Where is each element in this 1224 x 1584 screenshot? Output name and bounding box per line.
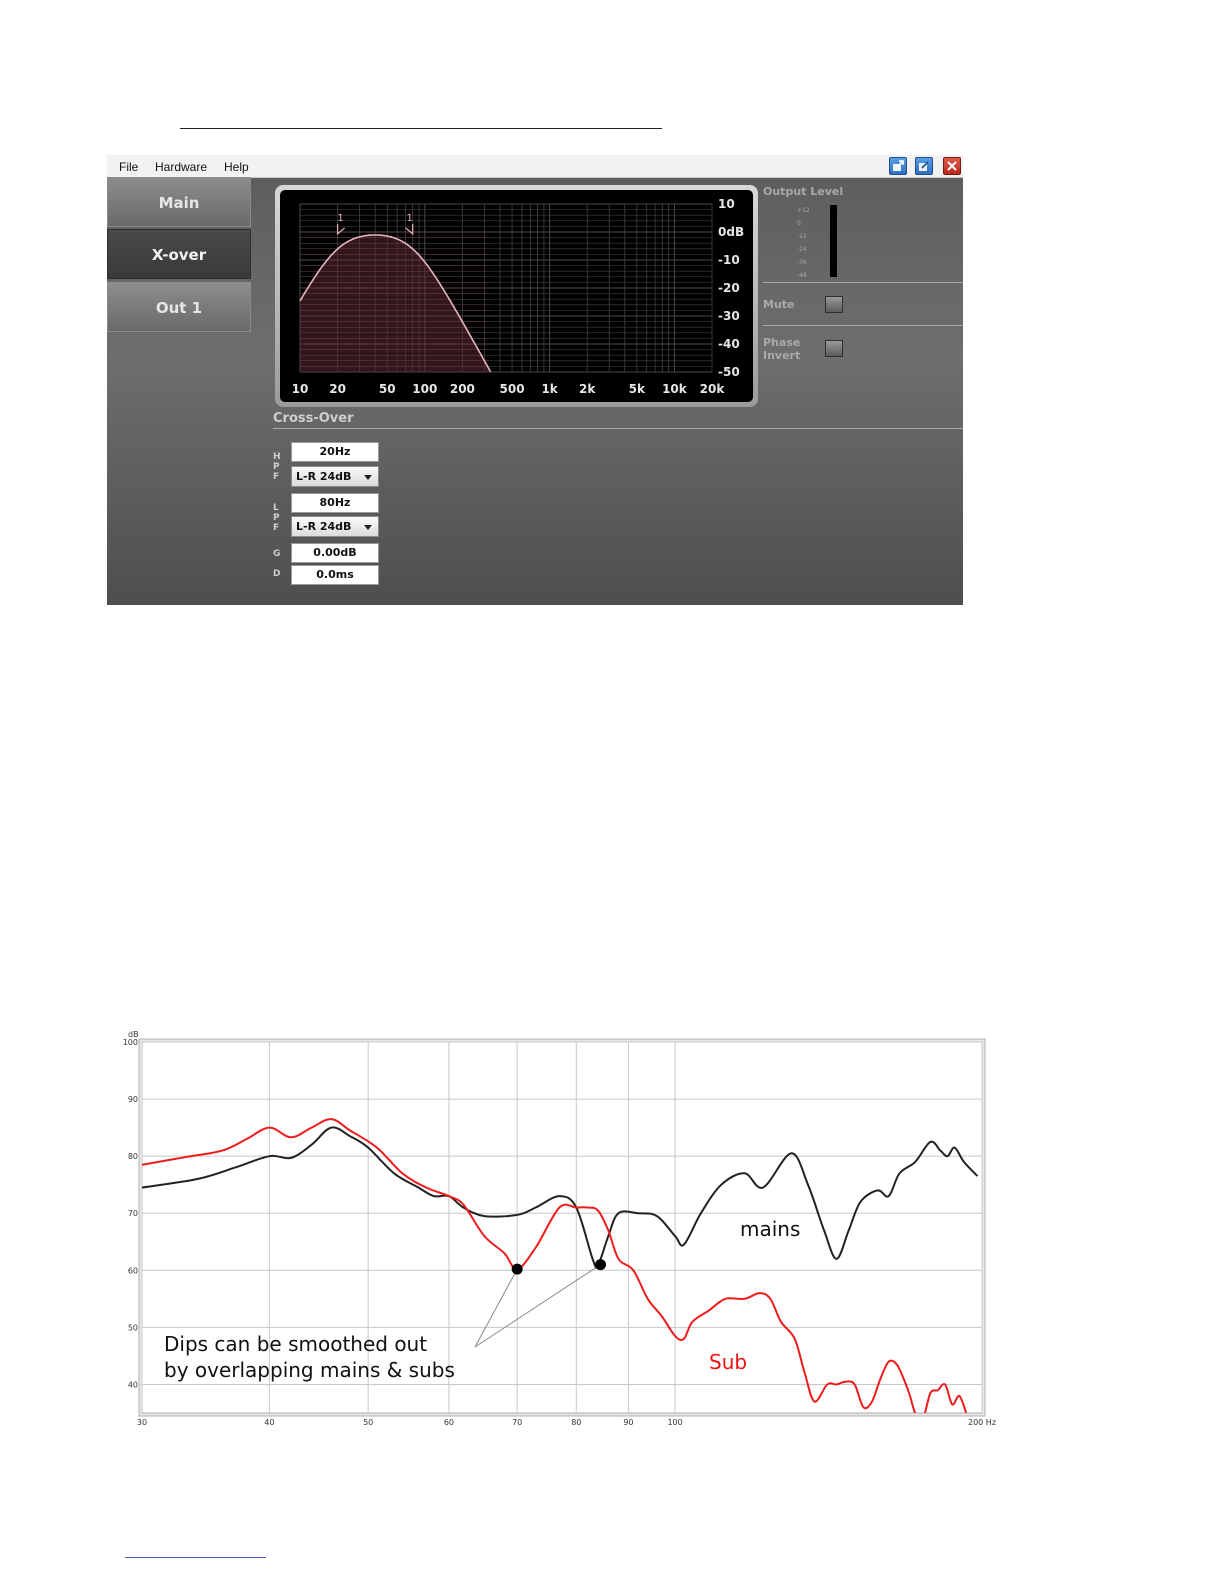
nav-main[interactable]: Main — [107, 177, 251, 227]
invert-label: Invert — [763, 349, 801, 362]
sub-label: Sub — [709, 1350, 748, 1374]
meter-tick-label: -12 — [797, 233, 807, 240]
menu-file[interactable]: File — [119, 160, 139, 174]
divider — [273, 428, 963, 429]
x-tick-label: 100 — [412, 382, 438, 396]
y-tick-label: -40 — [718, 337, 740, 351]
x-tick-label: 1k — [541, 382, 558, 396]
y-tick-label: 40 — [127, 1380, 138, 1390]
x-tick-label: 200 — [449, 382, 475, 396]
dip-point — [595, 1259, 606, 1270]
y-tick-label: -50 — [718, 365, 740, 379]
gain-field[interactable]: 0.00dB — [291, 543, 379, 563]
chevron-down-icon — [364, 475, 372, 480]
x-tick-label: 10 — [291, 382, 309, 396]
heading-underline — [180, 128, 662, 129]
dsp-app-window — [107, 155, 963, 605]
y-tick-label: 50 — [127, 1323, 138, 1333]
x-tick-label: 20k — [699, 382, 725, 396]
meter-tick-label: -48 — [797, 272, 807, 279]
nav-x-over[interactable]: X-over — [107, 229, 251, 279]
y-tick-label: 100 — [122, 1038, 138, 1047]
meter-tick-label: +12 — [797, 207, 810, 214]
x-tick-label: 2k — [579, 382, 596, 396]
delay-label: D — [273, 569, 281, 579]
hpf-label: H P F — [273, 452, 281, 482]
x-tick-label: 70 — [512, 1418, 523, 1427]
menu-help[interactable]: Help — [224, 160, 249, 174]
y-tick-label: -20 — [718, 281, 740, 295]
x-tick-label: 40 — [264, 1418, 275, 1427]
x-tick-label: 100 — [667, 1418, 683, 1427]
measurement-chart — [100, 1025, 1020, 1435]
chevron-down-icon — [364, 525, 372, 530]
x-tick-label: 50 — [363, 1418, 374, 1427]
annotation-line-1: Dips can be smoothed out — [164, 1332, 428, 1356]
output-level-label: Output Level — [763, 185, 844, 198]
response-chart — [100, 1025, 1020, 1435]
lpf-label: L P F — [273, 503, 280, 533]
edit-icon[interactable] — [915, 157, 933, 175]
filter-marker-label: 1 — [337, 213, 344, 224]
menu-bar — [107, 155, 963, 178]
divider — [763, 325, 963, 326]
phase-invert-toggle[interactable] — [825, 340, 843, 357]
y-axis-label: dB — [128, 1030, 139, 1039]
close-icon[interactable] — [943, 157, 961, 175]
nav-out-1[interactable]: Out 1 — [107, 282, 251, 332]
meter-tick-label: -24 — [797, 246, 807, 253]
y-tick-label: 60 — [127, 1266, 138, 1276]
menu-hardware[interactable]: Hardware — [155, 160, 208, 174]
x-tick-label: 5k — [628, 382, 646, 396]
y-tick-label: 70 — [127, 1209, 138, 1219]
x-tick-label: 90 — [623, 1418, 634, 1427]
x-tick-label: 20 — [329, 382, 346, 396]
mute-toggle[interactable] — [825, 296, 843, 313]
y-tick-label: 0dB — [718, 225, 745, 239]
lpf-type-select[interactable]: L-R 24dB — [291, 516, 379, 537]
crossover-title: Cross-Over — [273, 411, 354, 426]
hpf-frequency-field[interactable]: 20Hz — [291, 442, 379, 462]
divider — [763, 282, 963, 283]
meter-tick-label: 0 — [797, 220, 801, 227]
response-fill — [300, 235, 491, 372]
x-tick-label: 30 — [136, 1418, 148, 1427]
dip-point — [512, 1264, 523, 1275]
hpf-type-select[interactable]: L-R 24dB — [291, 466, 379, 487]
gain-label: G — [273, 549, 281, 559]
meter-tick-label: -36 — [797, 259, 807, 266]
y-tick-label: 90 — [127, 1095, 138, 1105]
x-tick-label: 500 — [499, 382, 525, 396]
x-tick-label: 10k — [662, 382, 687, 396]
lpf-frequency-field[interactable]: 80Hz — [291, 493, 379, 513]
output-level-meter — [830, 205, 837, 277]
y-tick-label: -30 — [718, 309, 740, 323]
y-tick-label: -10 — [718, 253, 740, 267]
y-tick-label: 10 — [718, 197, 735, 211]
response-plot[interactable] — [280, 190, 753, 402]
mute-label: Mute — [763, 298, 795, 311]
x-tick-label: 80 — [571, 1418, 582, 1427]
frequency-response-graph — [275, 185, 758, 407]
x-tick-label: 200 Hz — [967, 1418, 997, 1427]
x-tick-label: 60 — [443, 1418, 455, 1427]
y-tick-label: 80 — [127, 1152, 138, 1162]
x-tick-label: 50 — [378, 382, 396, 396]
upload-icon[interactable] — [889, 157, 907, 175]
mains-label: mains — [740, 1217, 801, 1241]
annotation-line-2: by overlapping mains & subs — [164, 1358, 455, 1382]
filter-marker-label: 1 — [406, 213, 413, 224]
delay-field[interactable]: 0.0ms — [291, 565, 379, 585]
phase-label: Phase — [763, 336, 801, 349]
footnote-rule — [125, 1557, 266, 1558]
